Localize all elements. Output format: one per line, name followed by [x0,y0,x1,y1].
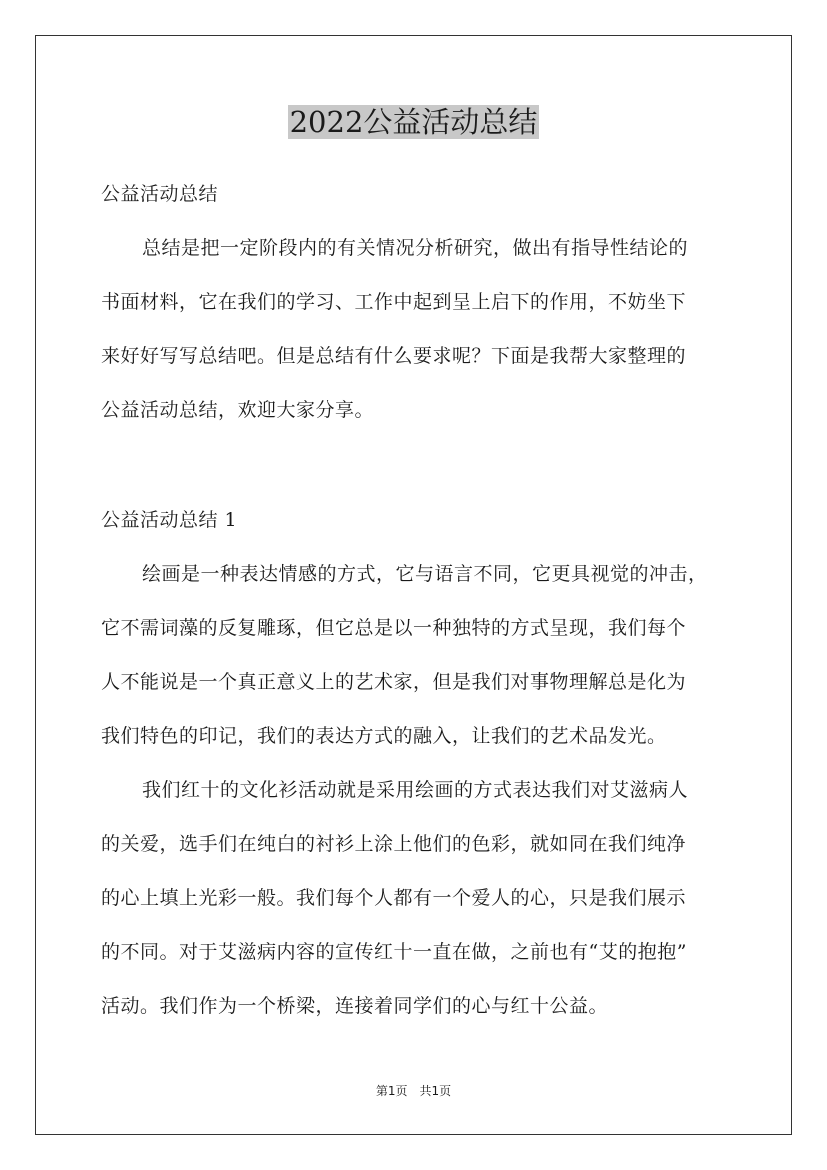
section-heading: 公益活动总结 [101,183,219,205]
page-footer [0,1082,827,1100]
intro-line-4: 公益活动总结，欢迎大家分享。 [101,399,375,421]
intro-line-3: 来好好写写总结吧。但是总结有什么要求呢？下面是我帮大家整理的 [101,345,687,367]
section-1-heading: 公益活动总结 1 [101,509,238,531]
section-1-para-1-line-3: 人不能说是一个真正意义上的艺术家，但是我们对事物理解总是化为 [101,671,687,693]
section-1-para-2-line-3: 的心上填上光彩一般。我们每个人都有一个爱人的心，只是我们展示 [101,887,687,909]
intro-line-1: 总结是把一定阶段内的有关情况分析研究，做出有指导性结论的 [142,237,689,259]
document-title-text: 2022公益活动总结 [289,105,538,139]
section-1-para-1-line-4: 我们特色的印记，我们的表达方式的融入，让我们的艺术品发光。 [101,725,667,747]
section-1-para-2-line-2: 的关爱，选手们在纯白的衬衫上涂上他们的色彩，就如同在我们纯净 [101,833,687,855]
page-total: 共1页 [419,1084,452,1098]
section-1-para-2-line-4: 的不同。对于艾滋病内容的宣传红十一直在做，之前也有“艾的抱抱” [101,941,687,963]
intro-line-2: 书面材料，它在我们的学习、工作中起到呈上启下的作用，不妨坐下 [101,291,687,313]
page-number: 第1页 [375,1084,408,1098]
document-title [0,101,827,143]
section-1-para-1-line-1: 绘画是一种表达情感的方式，它与语言不同，它更具视觉的冲击， [142,563,708,585]
section-1-para-2-line-1: 我们红十的文化衫活动就是采用绘画的方式表达我们对艾滋病人 [142,779,689,801]
section-1-para-1-line-2: 它不需词藻的反复雕琢，但它总是以一种独特的方式呈现，我们每个 [101,617,687,639]
section-1-para-2-line-5: 活动。我们作为一个桥梁，连接着同学们的心与红十公益。 [101,995,609,1017]
